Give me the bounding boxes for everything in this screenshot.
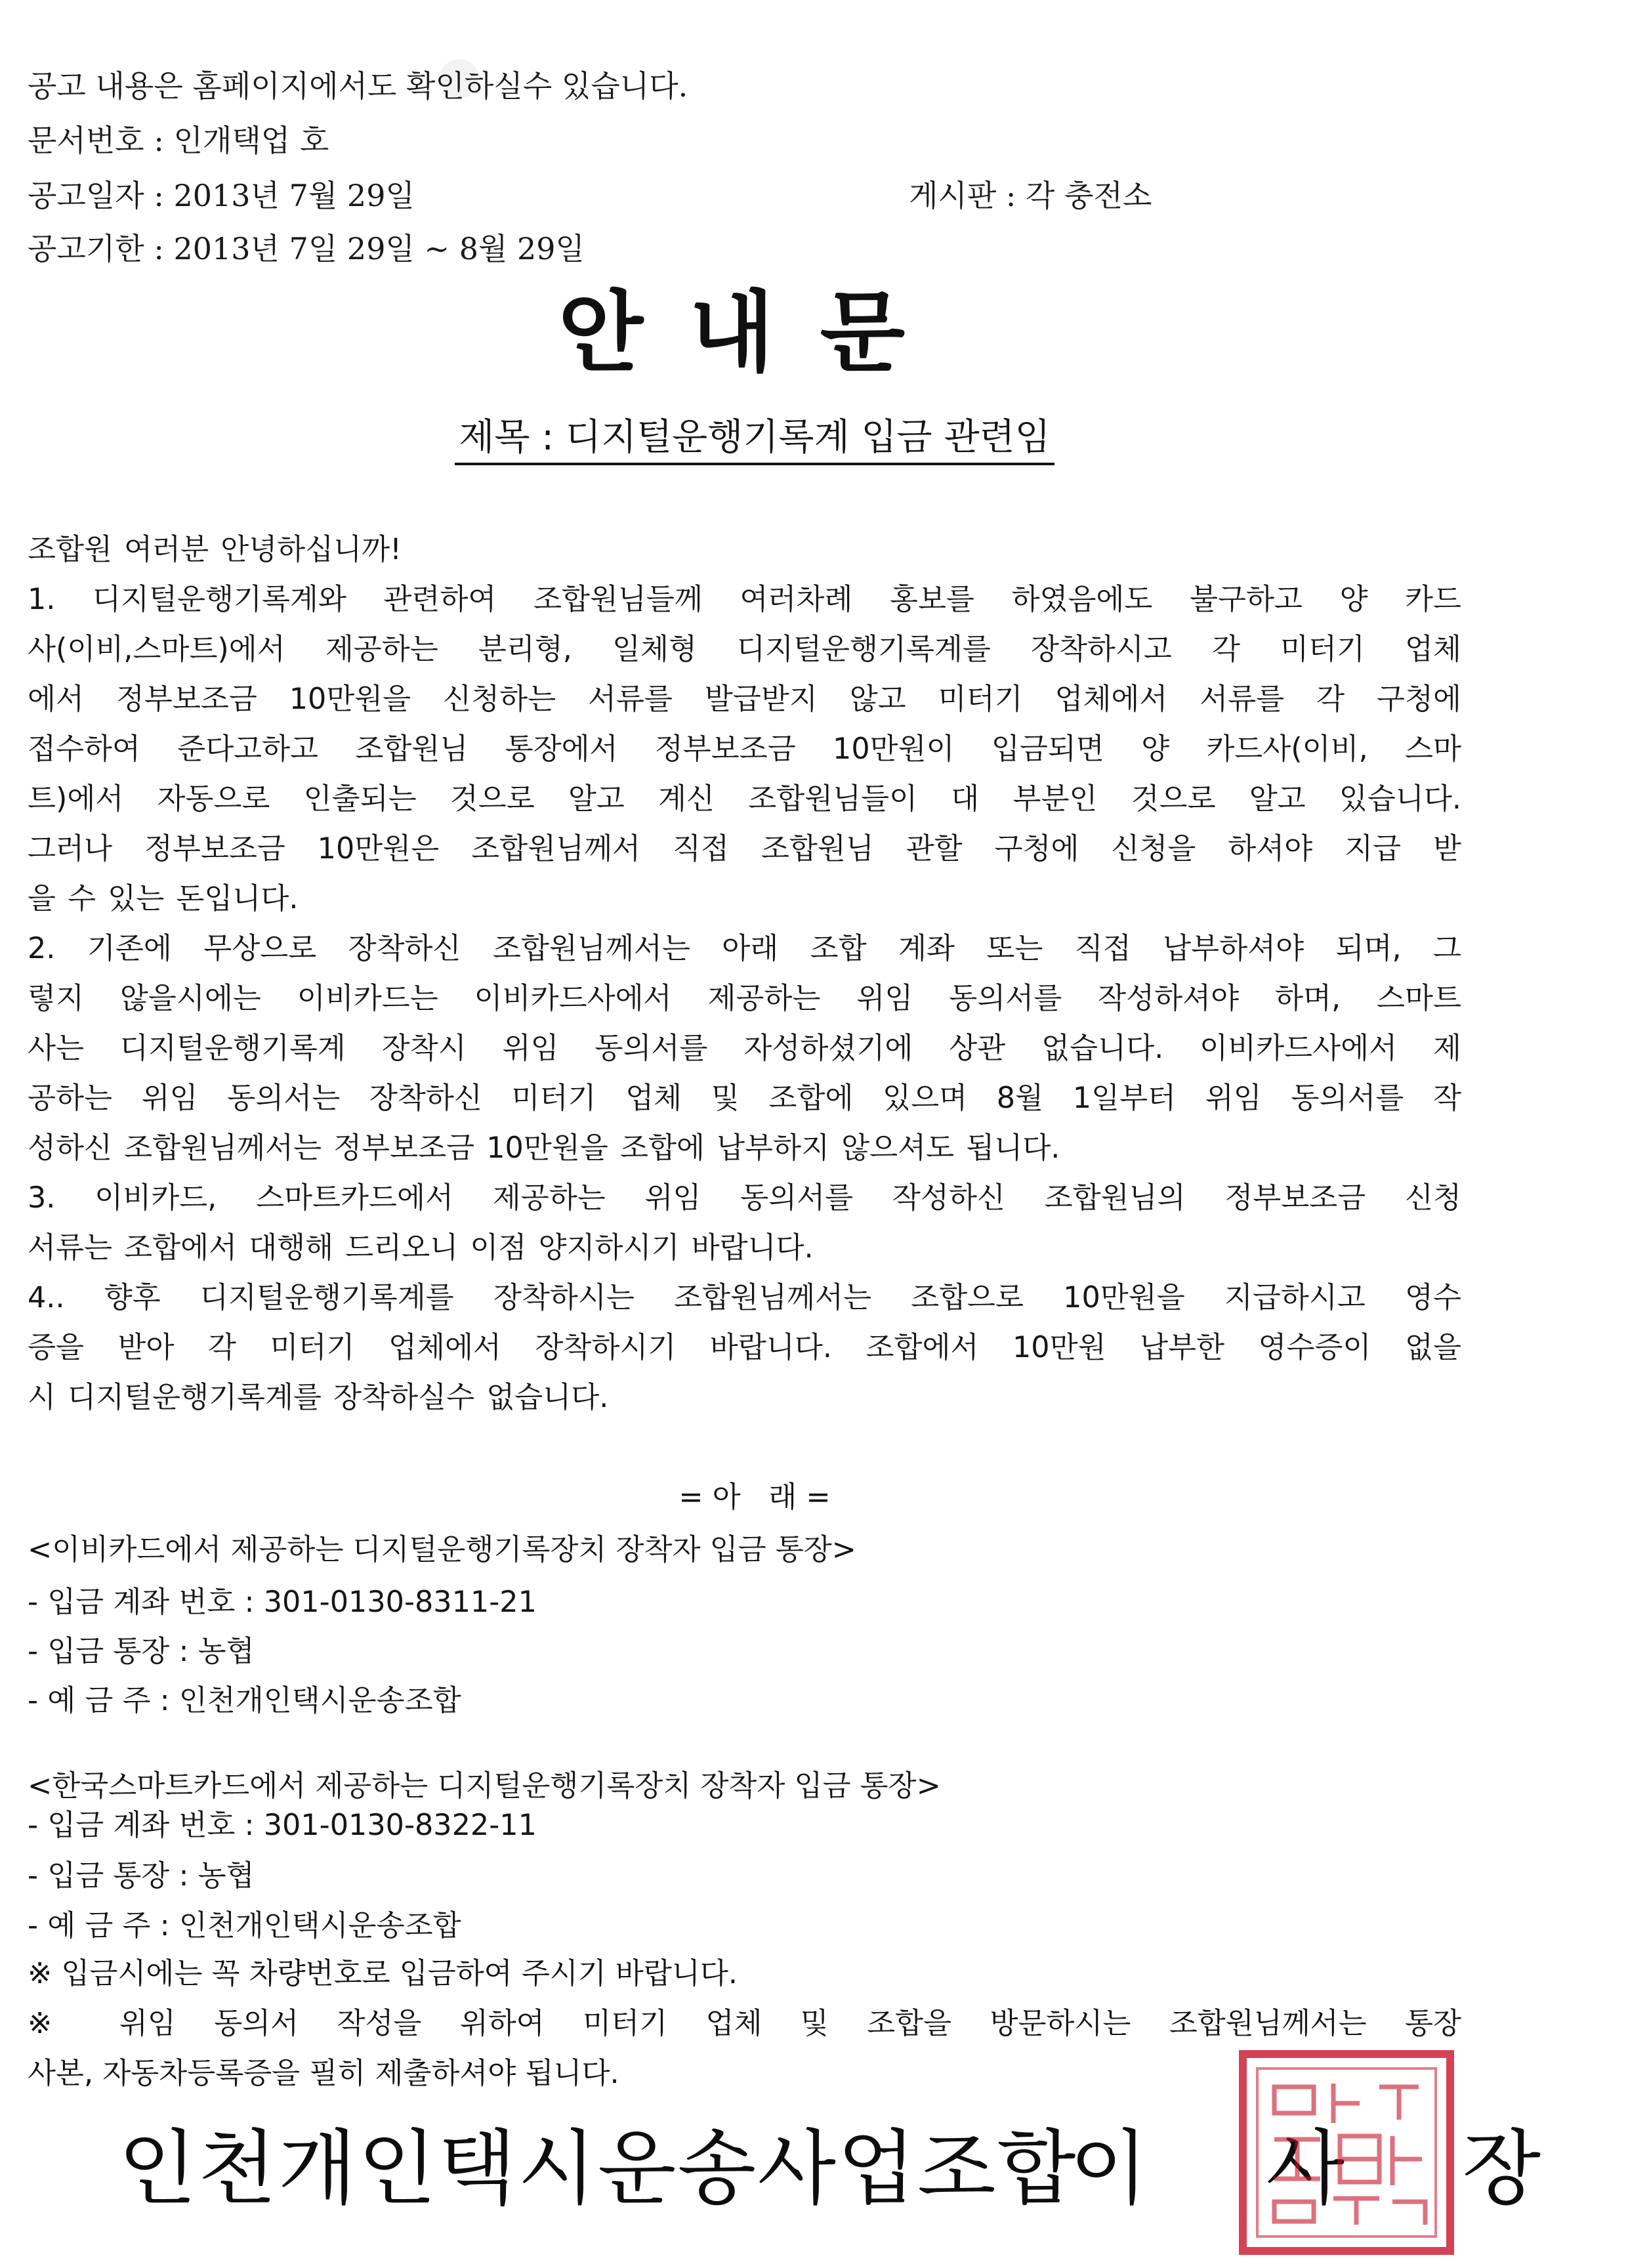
body-line: 을 수 있는 돈입니다. [28, 882, 299, 915]
bulletin-board: 게시판 : 각 충전소 [909, 178, 1152, 213]
official-seal-icon [1235, 2048, 1458, 2258]
signature-organization: 인천개인택시운송사업조합 [118, 2122, 1077, 2216]
body-line: 증을 받아 각 미터기 업체에서 장착하시기 바랍니다. 조합에서 10만원 납부한 영수증이 없을 [28, 1331, 1461, 1364]
notice-date: 공고일자 : 2013년 7월 29일 [28, 178, 415, 213]
account-holder-smartcard: - 예 금 주 : 인천개인택시운송조합 [28, 1909, 461, 1942]
body-line: 사는 디지털운행기록계 장착시 위임 동의서를 자성하셨기에 상관 없습니다. 이비카드사에서 제 [28, 1032, 1461, 1065]
body-line: 에서 정부보조금 10만원을 신청하는 서류를 발급받지 않고 미터기 업체에서 서류를 각 구청에 [28, 682, 1461, 716]
notice-line: 공고 내용은 홈페이지에서도 확인하실수 있습니다. [28, 68, 688, 104]
body-line: 그러나 정부보조금 10만원은 조합원님께서 직접 조합원님 관할 구청에 신청을 하셔야 지급 받 [28, 832, 1461, 866]
body-line: 1. 디지털운행기록계와 관련하여 조합원님들께 여러차례 홍보를 하였음에도 불구하고 양 카드 [28, 583, 1461, 616]
account-heading-smartcard: <한국스마트카드에서 제공하는 디지털운행기록장치 장착자 입금 통장> [28, 1769, 941, 1803]
body-line: 4.. 향후 디지털운행기록계를 장착하시는 조합원님께서는 조합으로 10만원을 지급하시고 영수 [28, 1281, 1461, 1314]
note-line: 사본, 자동차등록증을 필히 제출하셔야 됩니다. [28, 2057, 619, 2090]
account-bank-smartcard: - 입금 통장 : 농협 [28, 1859, 255, 1893]
body-text [28, 525, 1461, 1423]
body-line: 성하신 조합원님께서는 정부보조금 10만원을 조합에 납부하지 않으셔도 됩니다. [28, 1131, 1060, 1165]
account-heading-ebcard: <이비카드에서 제공하는 디지털운행기록장치 장착자 입금 통장> [28, 1533, 856, 1566]
body-line: 사(이비,스마트)에서 제공하는 분리형, 일체형 디지털운행기록계를 장착하시고 각 미터기 업체 [28, 633, 1461, 666]
doc-number: 문서번호 : 인개택업 호 [28, 123, 329, 158]
account-number-ebcard: - 입금 계좌 번호 : 301-0130-8311-21 [28, 1586, 537, 1619]
below-marker: = 아 래 = [678, 1480, 831, 1514]
document-title: 안내문 [558, 282, 951, 384]
body-line: 시 디지털운행기록계를 장착하실수 없습니다. [28, 1381, 609, 1414]
body-line: 2. 기존에 무상으로 장착하신 조합원님께서는 아래 조합 계좌 또는 직접 납부하셔야 되며, 그 [28, 932, 1461, 965]
body-line: 3. 이비카드, 스마트카드에서 제공하는 위임 동의서를 작성하신 조합원님의 정부보조금 신청 [28, 1181, 1461, 1215]
body-line: 공하는 위임 동의서는 장착하신 미터기 업체 및 조합에 있으며 8월 1일부터 위임 동의서를 작 [28, 1082, 1461, 1115]
account-bank-ebcard: - 입금 통장 : 농협 [28, 1635, 255, 1668]
body-line: 트)에서 자동으로 인출되는 것으로 알고 계신 조합원님들이 대 부분인 것으로 알고 있습니다. [28, 782, 1461, 816]
note-line: ※ 입금시에는 꼭 차량번호로 입금하여 주시기 바랍니다. [28, 1957, 738, 1990]
body-line: 서류는 조합에서 대행해 드리오니 이점 양지하시기 바랍니다. [28, 1231, 814, 1265]
subject-text: 제목 : 디지털운행기록계 입금 관련임 [455, 416, 1054, 465]
body-line: 렇지 않을시에는 이비카드는 이비카드사에서 제공하는 위임 동의서를 작성하셔야 하며, 스마트 [28, 982, 1461, 1015]
body-line: 접수하여 준다고하고 조합원님 통장에서 정부보조금 10만원이 입금되면 양 카드사(이비, 스마 [28, 732, 1461, 766]
notice-period: 공고기한 : 2013년 7일 29일 ~ 8월 29일 [28, 231, 585, 266]
account-number-smartcard: - 입금 계좌 번호 : 301-0130-8322-11 [28, 1809, 537, 1842]
subject-line [0, 408, 1509, 461]
account-holder-ebcard: - 예 금 주 : 인천개인택시운송조합 [28, 1684, 461, 1717]
note-line: ※ 위임 동의서 작성을 위하여 미터기 업체 및 조합을 방문하시는 조합원님께서는 통장 [28, 2007, 1461, 2040]
signature-title: 이 사 장 [1070, 2122, 1587, 2216]
greeting: 조합원 여러분 안녕하십니까! [28, 533, 402, 566]
